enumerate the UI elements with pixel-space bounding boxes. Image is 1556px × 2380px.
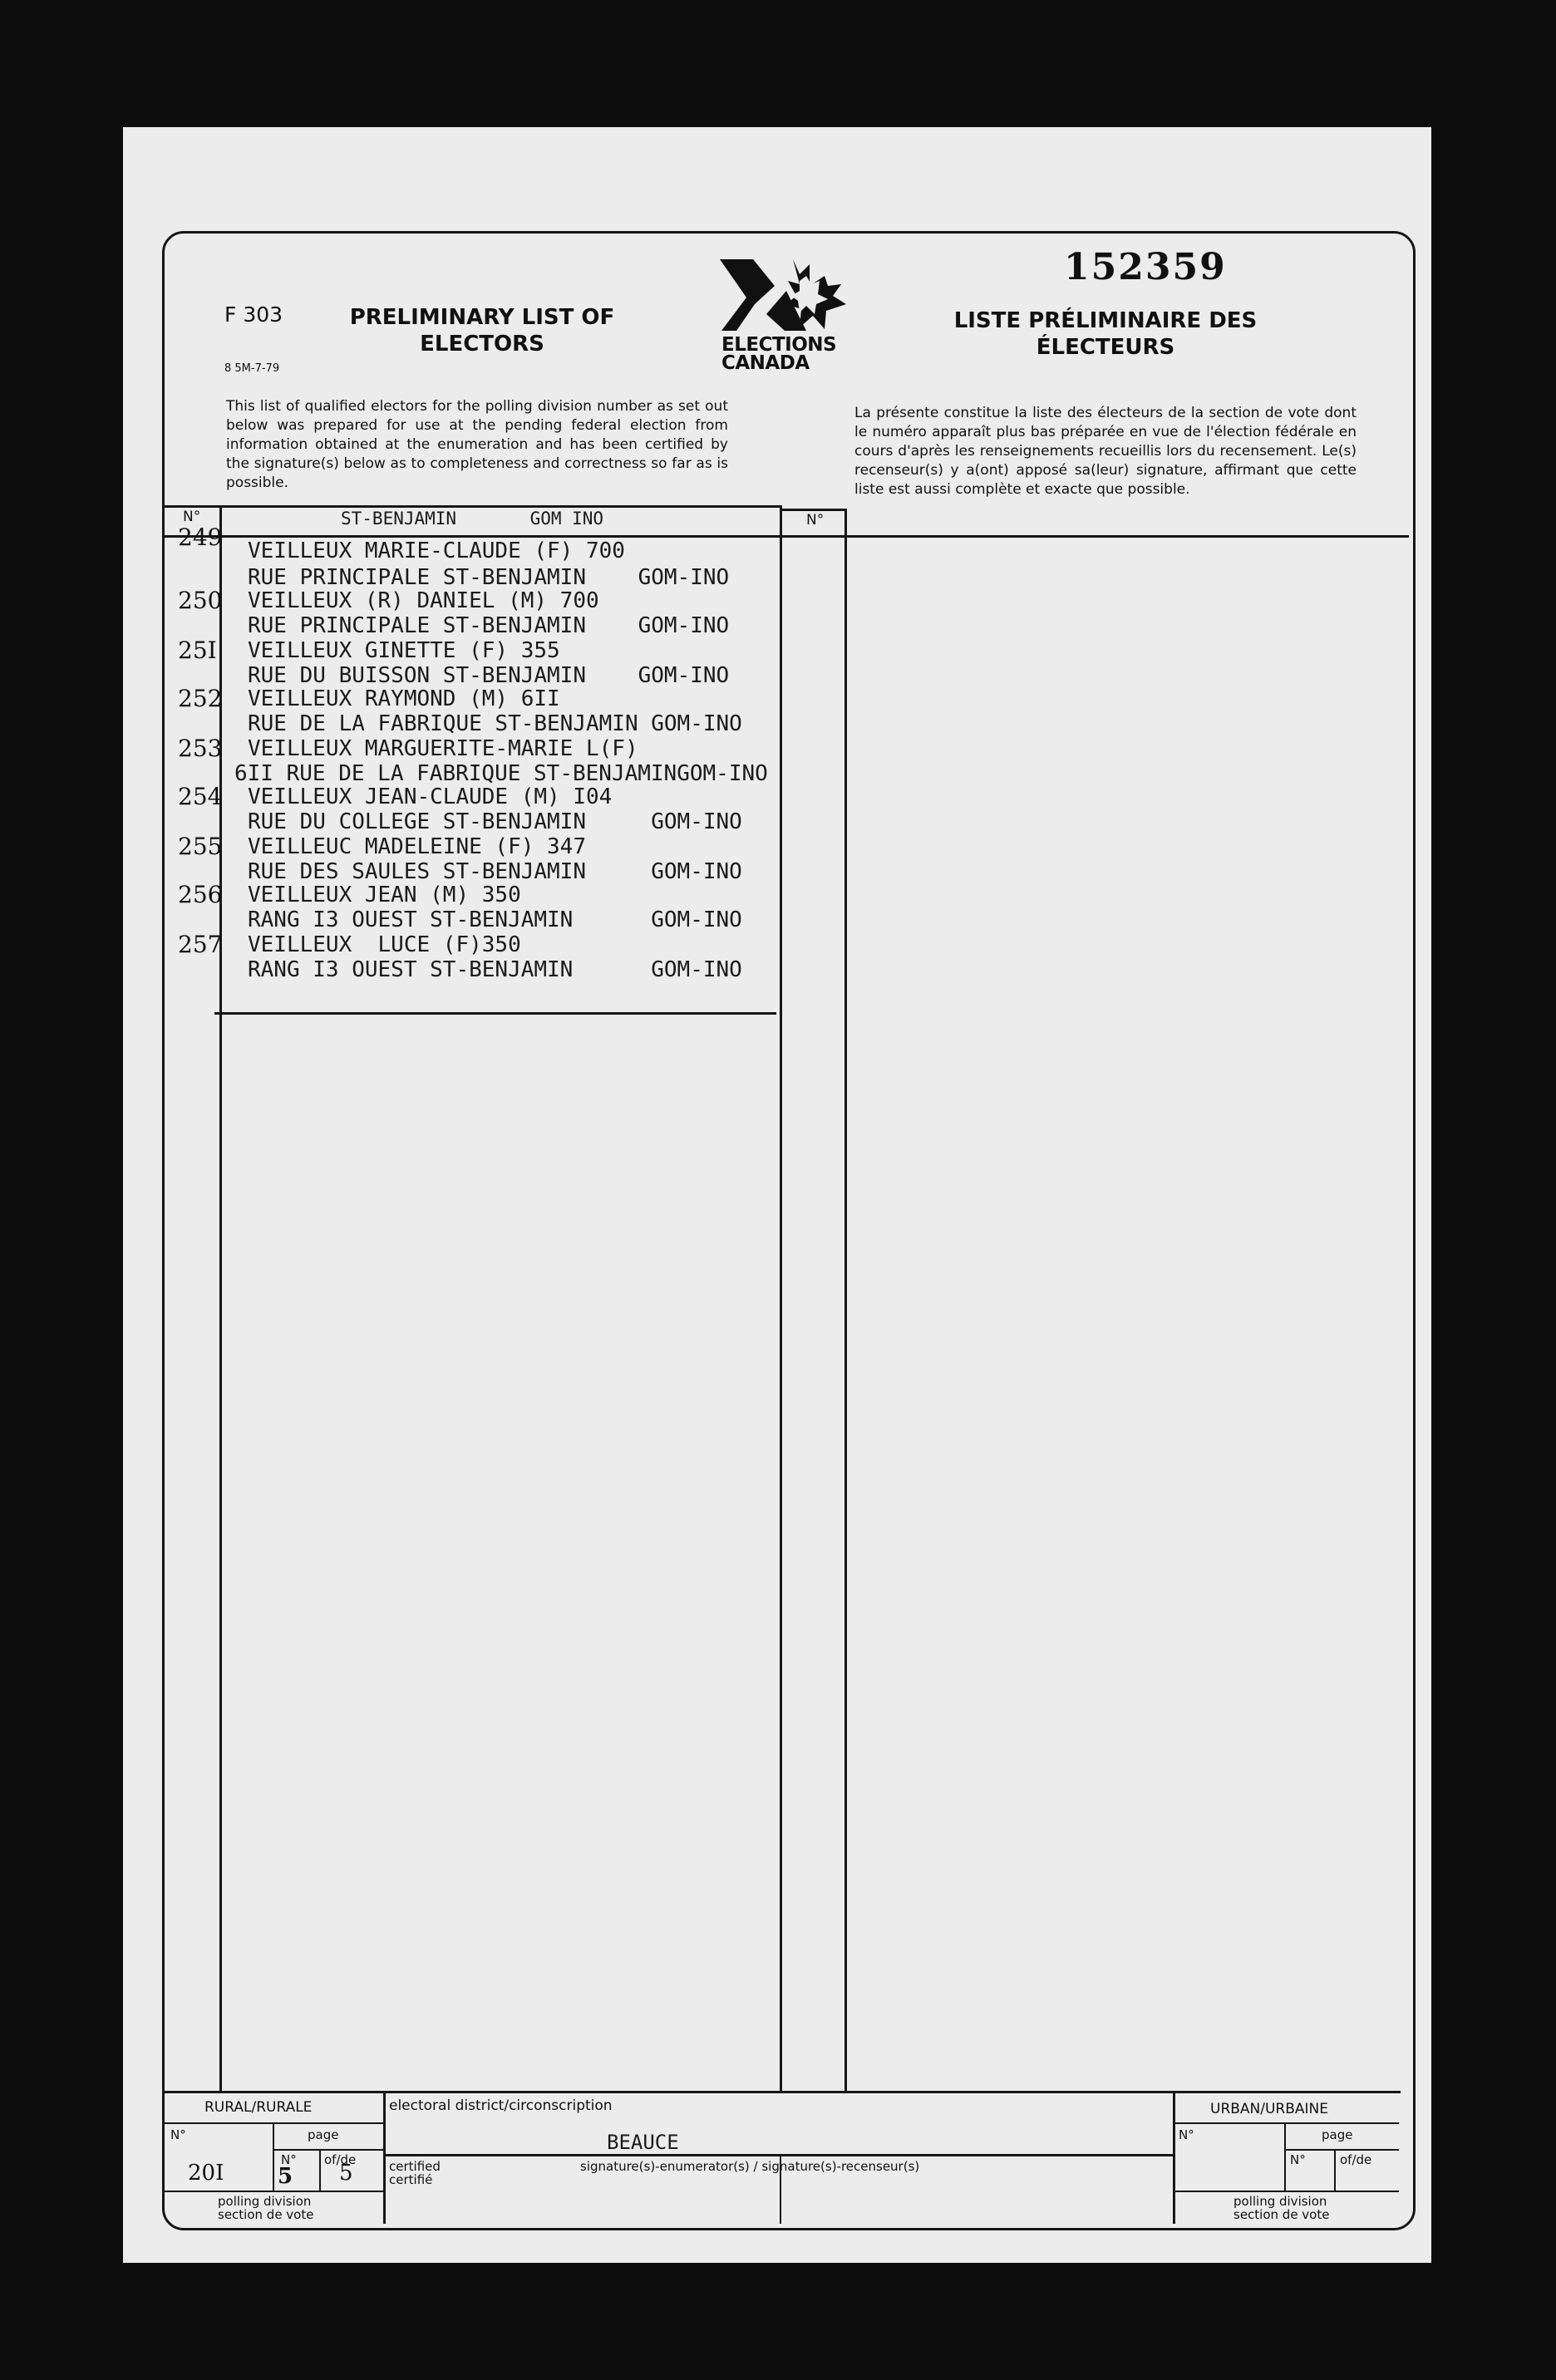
end-of-list-rule [214,1012,776,1015]
elector-address: 6II RUE DE LA FABRIQUE ST-BENJAMINGOM-INO [234,761,768,786]
elector-address: RUE DE LA FABRIQUE ST-BENJAMIN GOM-INO [248,711,742,736]
elector-number: 257 [178,931,223,958]
elector-address: RANG I3 OUEST ST-BENJAMIN GOM-INO [248,907,742,932]
elector-address: RUE PRINCIPALE ST-BENJAMIN GOM-INO [248,565,730,590]
title-english: PRELIMINARY LIST OF ELECTORS [349,305,615,357]
footer-top-rule [162,2091,1401,2093]
footer-polling-rule [162,2191,383,2192]
footer-page-rule [273,2149,383,2151]
elector-number: 255 [178,833,223,860]
page-total: 5 [339,2161,353,2186]
section-de-vote-label: section de vote [218,2207,314,2222]
form-code: F 303 [224,302,283,327]
urban-no-small: N° [1290,2152,1306,2167]
elector-name: VEILLEUX MARGUERITE-MARIE L(F) [248,736,638,761]
footer-urban-page-rule [1284,2149,1399,2151]
elector-name: VEILLEUX JEAN (M) 350 [248,883,521,907]
form-border [162,231,1416,2230]
logo-text-elections: ELECTIONS [721,334,837,356]
footer-of-divider [319,2149,321,2191]
elector-number: 250 [178,587,223,614]
urban-no-label: N° [1179,2127,1194,2142]
urban-label: URBAN/URBAINE [1210,2101,1329,2117]
footer-urban-divider [1173,2091,1175,2224]
elections-canada-logo [716,256,868,376]
electoral-district-label: electoral district/circonscription [389,2097,613,2114]
footer-page-divider [273,2124,274,2191]
logo-text-canada: CANADA [721,352,810,374]
rural-no-label: N° [170,2127,186,2142]
intro-english: This list of qualified electors for the polling division number as set out below was prepared for use at the pending federal election from information obtained at the enumeration and has been certified by the signature(s) below as to completeness and correctness so far as is possible. [226,398,728,491]
elector-name: VEILLEUX RAYMOND (M) 6II [248,686,560,711]
elector-address: RUE DES SAULES ST-BENJAMIN GOM-INO [248,859,742,884]
elector-address: RUE PRINCIPALE ST-BENJAMIN GOM-INO [248,613,730,638]
elector-name: VEILLEUX MARIE-CLAUDE (F) 700 [248,538,625,563]
serial-number: 152359 [1064,246,1227,288]
logo-x-maple-leaf-icon [716,256,868,339]
elector-name: VEILLEUX JEAN-CLAUDE (M) I04 [248,784,613,809]
form-date: 8 5M-7-79 [224,362,280,375]
footer-urban-page-divider [1284,2124,1286,2191]
urban-of-de: of/de [1340,2152,1372,2167]
elector-address: RUE DU BUISSON ST-BENJAMIN GOM-INO [248,663,730,688]
elector-name: VEILLEUX GINETTE (F) 355 [248,638,560,663]
urban-polling-division-label: polling division [1233,2194,1327,2209]
electoral-district-value: BEAUCE [607,2131,679,2154]
certified-label: certified [389,2159,441,2174]
rural-of-de: of/de [324,2152,357,2167]
footer-certified-rule [383,2154,1173,2156]
right-number-column-header: N° [806,512,825,529]
elector-name: VEILLEUX LUCE (F)350 [248,932,521,957]
elector-number: 254 [178,783,223,810]
table-header-rule [164,535,1409,538]
footer-urban-polling-rule [1173,2191,1399,2192]
intro-french: La présente constitue la liste des électeurs de la section de vote dont le numéro apparaît plus bas préparée en vue de l'élection fédérale en cours d'après les renseignements recueillis lors du recensement. Le(s) recenseur(s) y a(ont) apposé sa(leur) signature, affirmant que cette liste est aussi complète et exacte que possible. [854,405,1357,498]
polling-division-number: 20I [188,2161,224,2186]
number-column-header: N° [183,509,201,525]
elector-number: 253 [178,735,223,762]
rural-no-small: N° [281,2152,297,2167]
urban-page-label: page [1322,2127,1353,2142]
page-number: 5 [278,2164,293,2189]
locality-heading: ST-BENJAMIN GOM INO [341,509,604,529]
signature-label: signature(s)-enumerator(s) / signature(s)-recenseur(s) [580,2159,920,2174]
elector-number: 252 [178,685,223,712]
certifie-label: certifié [389,2172,433,2187]
footer-urban-of-divider [1334,2149,1336,2191]
polling-division-label: polling division [218,2194,312,2209]
names-column-right-rule [780,505,782,2091]
urban-section-de-vote-label: section de vote [1233,2207,1330,2222]
rural-page-label: page [308,2127,339,2142]
footer-urban-rule [1173,2122,1399,2124]
right-number-column-rule [844,509,847,2091]
elector-name: VEILLEUX (R) DANIEL (M) 700 [248,588,599,613]
elector-number: 249 [178,524,223,551]
table-top-left-rule [164,505,782,508]
rural-label: RURAL/RURALE [204,2099,313,2116]
footer-rural-divider [383,2091,386,2224]
elector-name: VEILLEUC MADELEINE (F) 347 [248,834,586,859]
elector-number: 25I [178,637,217,664]
right-no-top-rule [780,509,846,511]
elector-number: 256 [178,881,223,908]
title-french: LISTE PRÉLIMINAIRE DES ÉLECTEURS [953,308,1258,360]
elector-address: RANG I3 OUEST ST-BENJAMIN GOM-INO [248,957,742,982]
elector-address: RUE DU COLLEGE ST-BENJAMIN GOM-INO [248,809,742,834]
